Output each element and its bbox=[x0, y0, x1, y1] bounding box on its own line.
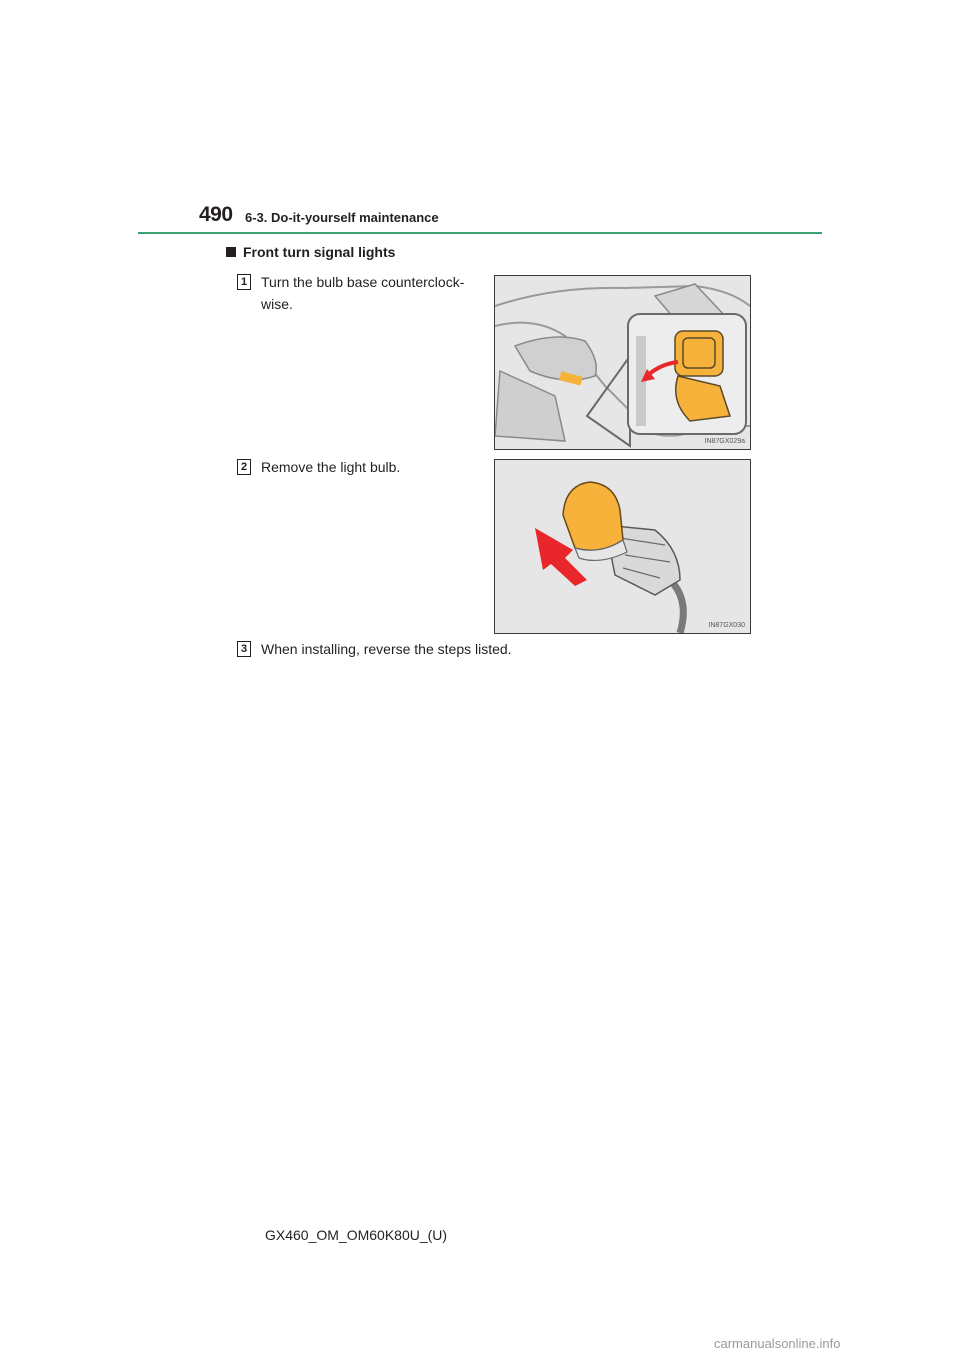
section-title: 6-3. Do-it-yourself maintenance bbox=[245, 210, 439, 225]
figure-2-code: IN87GX030 bbox=[708, 622, 745, 629]
step-1-text bbox=[261, 271, 464, 315]
subheading bbox=[226, 244, 395, 260]
figure-1-code: IN87GX029a bbox=[704, 438, 745, 445]
subheading-text: Front turn signal lights bbox=[243, 244, 396, 260]
step-3-text: When installing, reverse the steps listed. bbox=[261, 641, 512, 657]
watermark: carmanualsonline.info bbox=[714, 1336, 841, 1351]
footer-document-code: GX460_OM_OM60K80U_(U) bbox=[265, 1227, 448, 1243]
car-front-illustration bbox=[495, 276, 750, 449]
figure-bulb-base-turn bbox=[494, 275, 751, 450]
bulb-removal-illustration bbox=[495, 460, 750, 633]
square-bullet-icon bbox=[226, 247, 236, 257]
step-1-text-line2: wise. bbox=[261, 296, 293, 312]
step-1-badge: 1 bbox=[237, 274, 251, 290]
step-1-text-line1: Turn the bulb base counterclock- bbox=[261, 274, 465, 290]
header-rule bbox=[138, 232, 822, 234]
step-2-text: Remove the light bulb. bbox=[261, 459, 401, 475]
figure-remove-bulb bbox=[494, 459, 751, 634]
step-3-badge: 3 bbox=[237, 641, 251, 657]
step-2-badge: 2 bbox=[237, 459, 251, 475]
page-number: 490 bbox=[199, 203, 233, 226]
